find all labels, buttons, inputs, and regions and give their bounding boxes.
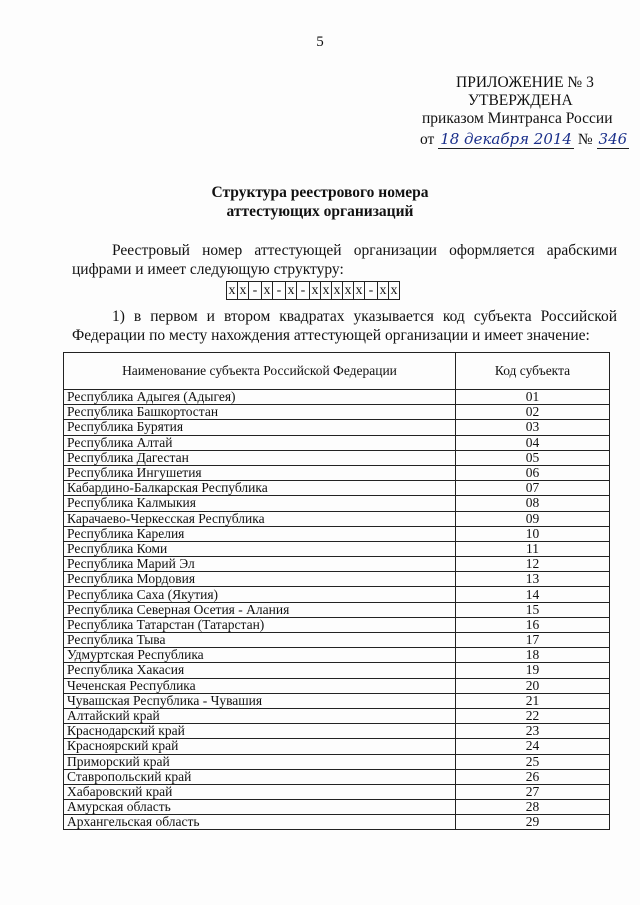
table-row bbox=[64, 481, 610, 496]
region-name: Республика Марий Эл bbox=[64, 557, 456, 572]
handwritten-number: 346 bbox=[598, 130, 628, 148]
region-code: 23 bbox=[456, 724, 610, 739]
table-row bbox=[64, 815, 610, 830]
header-code: Код субъекта bbox=[456, 353, 610, 390]
structure-dash: - bbox=[273, 282, 286, 299]
appendix-title: ПРИЛОЖЕНИЕ № 3 bbox=[456, 74, 594, 91]
table-row bbox=[64, 708, 610, 723]
structure-dash: - bbox=[365, 282, 378, 299]
region-code: 08 bbox=[456, 496, 610, 511]
table-row bbox=[64, 739, 610, 754]
structure-digit-box: x bbox=[343, 282, 354, 299]
table-row bbox=[64, 405, 610, 420]
region-code: 14 bbox=[456, 587, 610, 602]
title-line-1: Структура реестрового номера bbox=[211, 184, 429, 201]
table-row bbox=[64, 450, 610, 465]
header-name: Наименование субъекта Российской Федерации bbox=[64, 353, 456, 390]
region-code: 17 bbox=[456, 633, 610, 648]
table-row bbox=[64, 465, 610, 480]
region-code: 09 bbox=[456, 511, 610, 526]
table-row bbox=[64, 617, 610, 632]
region-name: Архангельская область bbox=[64, 815, 456, 830]
region-name: Республика Мордовия bbox=[64, 572, 456, 587]
region-name: Республика Карелия bbox=[64, 526, 456, 541]
region-code: 01 bbox=[456, 390, 610, 405]
region-code: 07 bbox=[456, 481, 610, 496]
table-row bbox=[64, 557, 610, 572]
point-1-paragraph bbox=[72, 307, 617, 345]
table-header-row bbox=[64, 353, 610, 390]
table-row bbox=[64, 663, 610, 678]
region-name: Республика Хакасия bbox=[64, 663, 456, 678]
appendix-block bbox=[420, 74, 630, 149]
order-label: приказом Минтранса России bbox=[422, 110, 613, 127]
structure-digit-box: x bbox=[238, 282, 249, 299]
table-row bbox=[64, 435, 610, 450]
structure-digit-box: x bbox=[354, 282, 365, 299]
date-prefix: от bbox=[420, 131, 435, 148]
table-row bbox=[64, 390, 610, 405]
regions-table bbox=[63, 352, 610, 830]
structure-digit-box: x bbox=[390, 283, 398, 298]
structure-digit-box: x bbox=[262, 282, 273, 299]
region-name: Хабаровский край bbox=[64, 784, 456, 799]
region-name: Амурская область bbox=[64, 800, 456, 815]
document-title bbox=[0, 183, 640, 221]
table-row bbox=[64, 420, 610, 435]
region-code: 10 bbox=[456, 526, 610, 541]
table-row bbox=[64, 800, 610, 815]
page-number: 5 bbox=[316, 34, 324, 50]
region-code: 06 bbox=[456, 465, 610, 480]
region-name: Республика Дагестан bbox=[64, 450, 456, 465]
region-name: Республика Алтай bbox=[64, 435, 456, 450]
region-code: 19 bbox=[456, 663, 610, 678]
region-code: 12 bbox=[456, 557, 610, 572]
region-code: 28 bbox=[456, 800, 610, 815]
region-code: 25 bbox=[456, 754, 610, 769]
intro-paragraph bbox=[72, 241, 617, 279]
table-row bbox=[64, 511, 610, 526]
region-name: Республика Саха (Якутия) bbox=[64, 587, 456, 602]
region-name: Кабардино-Балкарская Республика bbox=[64, 481, 456, 496]
table-row bbox=[64, 769, 610, 784]
region-code: 24 bbox=[456, 739, 610, 754]
region-name: Приморский край bbox=[64, 754, 456, 769]
table-row bbox=[64, 496, 610, 511]
region-code: 26 bbox=[456, 769, 610, 784]
table-row bbox=[64, 572, 610, 587]
region-code: 22 bbox=[456, 708, 610, 723]
structure-digit-box: x bbox=[310, 282, 321, 299]
structure-dash: - bbox=[249, 282, 262, 299]
table-row bbox=[64, 633, 610, 648]
handwritten-date: 18 декабря 2014 bbox=[440, 130, 572, 148]
table-row bbox=[64, 526, 610, 541]
region-code: 29 bbox=[456, 815, 610, 830]
region-name: Чеченская Республика bbox=[64, 678, 456, 693]
region-code: 16 bbox=[456, 617, 610, 632]
region-name: Удмуртская Республика bbox=[64, 648, 456, 663]
region-name: Республика Бурятия bbox=[64, 420, 456, 435]
structure-digit-box: x bbox=[321, 282, 332, 299]
region-code: 11 bbox=[456, 541, 610, 556]
region-code: 15 bbox=[456, 602, 610, 617]
region-name: Республика Башкортостан bbox=[64, 405, 456, 420]
region-code: 03 bbox=[456, 420, 610, 435]
region-code: 27 bbox=[456, 784, 610, 799]
region-name: Карачаево-Черкесская Республика bbox=[64, 511, 456, 526]
table-row bbox=[64, 648, 610, 663]
region-name: Республика Калмыкия bbox=[64, 496, 456, 511]
point-1-text: 1) в первом и втором квадратах указывается код субъекта Российской Федерации по месту нахождения аттестующей организации и имеет значение: bbox=[72, 308, 617, 344]
table-row bbox=[64, 602, 610, 617]
structure-digit-box: x bbox=[332, 282, 343, 299]
approved-label: УТВЕРЖДЕНА bbox=[468, 92, 573, 109]
region-name: Республика Татарстан (Татарстан) bbox=[64, 617, 456, 632]
structure-digit-box: x bbox=[378, 282, 389, 299]
region-name: Республика Тыва bbox=[64, 633, 456, 648]
region-name: Республика Адыгея (Адыгея) bbox=[64, 390, 456, 405]
region-name: Республика Северная Осетия - Алания bbox=[64, 602, 456, 617]
intro-text: Реестровый номер аттестующей организации оформляется арабскими цифрами и имеет следующую структуру: bbox=[72, 242, 617, 278]
region-name: Алтайский край bbox=[64, 708, 456, 723]
region-name: Краснодарский край bbox=[64, 724, 456, 739]
order-date-line bbox=[420, 130, 630, 149]
region-name: Республика Коми bbox=[64, 541, 456, 556]
table-row bbox=[64, 754, 610, 769]
region-code: 05 bbox=[456, 450, 610, 465]
structure-dash: - bbox=[297, 282, 310, 299]
table-row bbox=[64, 678, 610, 693]
table-row bbox=[64, 587, 610, 602]
table-row bbox=[64, 724, 610, 739]
region-code: 13 bbox=[456, 572, 610, 587]
region-code: 20 bbox=[456, 678, 610, 693]
title-line-2: аттестующих организаций bbox=[226, 203, 414, 220]
structure-digit-box: x bbox=[227, 282, 238, 299]
region-code: 21 bbox=[456, 693, 610, 708]
region-code: 04 bbox=[456, 435, 610, 450]
number-prefix: № bbox=[577, 131, 593, 148]
region-code: 02 bbox=[456, 405, 610, 420]
region-name: Республика Ингушетия bbox=[64, 465, 456, 480]
table-row bbox=[64, 541, 610, 556]
registry-number-structure bbox=[226, 281, 400, 300]
region-name: Чувашская Республика - Чувашия bbox=[64, 693, 456, 708]
table-row bbox=[64, 693, 610, 708]
region-code: 18 bbox=[456, 648, 610, 663]
structure-digit-box: x bbox=[286, 282, 297, 299]
table-row bbox=[64, 784, 610, 799]
region-name: Ставропольский край bbox=[64, 769, 456, 784]
region-name: Красноярский край bbox=[64, 739, 456, 754]
